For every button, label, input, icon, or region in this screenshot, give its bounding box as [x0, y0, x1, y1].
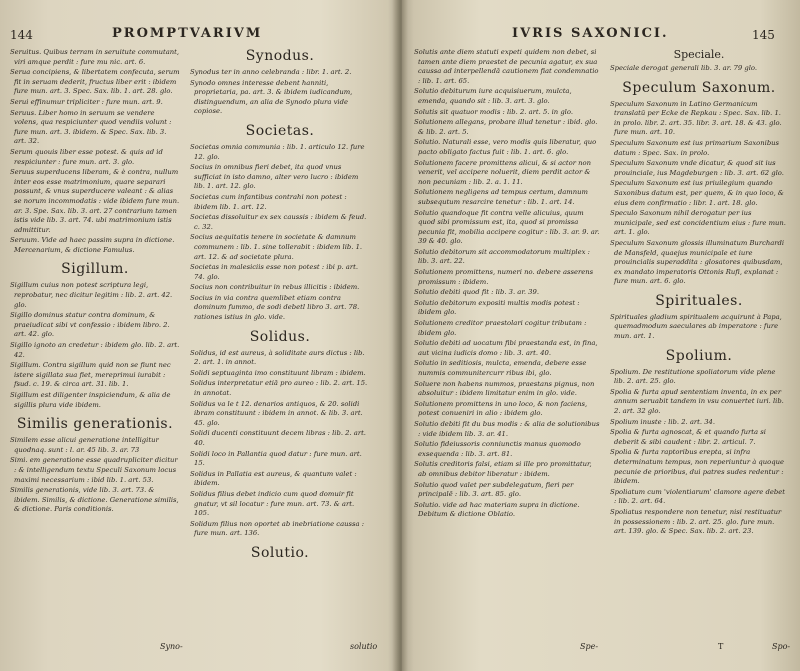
entry: Spoliatus respondere non tenetur, nisi restituatur in possessionem : lib. 2. art. 25. glo. fure mun. art. 139. glo. & Spec. Sax. lib. 2. art. 23. [610, 507, 782, 536]
entry: Societas cum infantibus contrahi non potest : ibidem lib. 1. art. 12. [190, 192, 347, 211]
entry: Societas in malesiciis esse non potest : ibi p. art. 74. glo. [190, 263, 358, 281]
entry: Solutio fideiussoris conniunctis manus quomodo exsequenda : lib. 3. art. 81. [414, 440, 581, 458]
entry: Spolium inuste : lib. 2. art. 34. [610, 417, 716, 426]
entry: Solutio in seditiosis, mulcta, emenda, debere esse nummis communitercurr ribus ibi, glo. [414, 359, 587, 377]
entry: Solutionem promittens in uno loco, & non faciens, potest conueniri in alio : ibidem glo. [414, 399, 588, 418]
right-page [402, 0, 800, 671]
entry: Solutio debitorum sit accommodatorum multiplex : lib. 3. art. 22. [414, 247, 590, 266]
heading-similis-generationis: Similis generationis. [16, 416, 174, 433]
entry: Serua concipiens, & libertatem confecuta, serum fit in seruam dederit, fructus liber erit : ibidem fure mun. art. 3. Spec. Sax. lib. 1. art. 28. glo. [10, 68, 180, 96]
entry: Solutio quandoque fit contra velle alicuius, quum quod sibi promissum est, ita, quod si promissa pecunia fit, mobilia accipere cogitur : lib. 3. ar. 9. ar. 39 & 40. glo. [414, 208, 600, 246]
entry: Spolia & furta agnoscat, & et quando furta si deberit & sibi caudent : libr. 2. articul. 7. [610, 428, 766, 446]
left-catchword-1: Syno- [160, 642, 183, 651]
entry: Solidi loco in Pallantia quod datur : fure mun. art. 15. [190, 449, 362, 468]
entry: Solidus interpretatur etiā pro aureo : lib. 2. art. 15. in annotat. [190, 379, 368, 398]
entry: Solutis creditoris falsi, etiam si ille pro promittatur, ab omnibus debitor liberatur : ibidem. [414, 460, 592, 478]
heading-speciale: Speciale. [673, 48, 725, 61]
right-col-2 [610, 48, 788, 648]
entry: Spoliatum cum 'violentiarum' clamore agere debet : lib. 2. art. 64. [610, 487, 785, 506]
entry: Solidi ducenti constituunt decem libras : lib. 2. art. 40. [190, 429, 366, 447]
right-catchword-1: Spe- [580, 642, 599, 651]
entry: Speculum Saxonum est ius priuilegium quando Saxonibus datum est, per quem, & in quo loco, & eius dem confirmatio : libr. 1. art. 18. glo. [610, 179, 784, 207]
left-catchword-2: solutio [350, 642, 378, 651]
heading-spirituales: Spirituales. [655, 292, 743, 309]
left-running-title: PROMPTVARIVM [112, 26, 263, 41]
entry: Similis generationis, vide lib. 3. art. 73. & ibidem. Similis, & dictione. Generatione similis, & dictione. Paris conditionis. [10, 486, 179, 514]
entry: Societas dissoluitur ex sex caussis : ibidem & feud. c. 32. [190, 213, 367, 231]
entry: Solutio. vide ad hac materiam supra in dictione. Debitum & dictione Oblatio. [414, 500, 580, 519]
entry: Seruus superducens liberam, & è contra, nullum inter eos esse matrimonium, quare separari possunt, & vnus superducere valeant : & alias se norum incommodatis : vide ibidem fure mun. ar. 3. Spe. Sax. lib. 3. art. 27 contrarium tamen istis vide lib. 3. art. 74. ubi matrimonium istis admittitur. [10, 168, 180, 234]
entry: Spirituales gladium spiritualem acquirunt à Papa, quemadmodum saeculares ab imperatore : fure mun. art. 1. [610, 312, 782, 341]
heading-spolium: Spolium. [665, 347, 733, 364]
entry: Solutionem negligens ad tempus certum, damnum subsequtum resarcire tenetur : lib. 1. art. 14. [414, 188, 588, 206]
right-catchword-2: Spo- [772, 642, 791, 651]
entry: Spolium. De restitutione spoliatorum vide plene lib. 2. art. 25. glo. [610, 367, 776, 386]
entry: Solutionem creditor praestolari cogitur tributam : ibidem glo. [414, 319, 587, 337]
entry: Sigillum. Contra sigillum quid non se fiunt nec istere sigillata sua fiet, mereprimui iurabit : fsud. c. 19. & circa art. 31. lib. 1. [10, 361, 171, 389]
left-page-number: 144 [10, 28, 33, 42]
entry: Synodo omnes interesse debent hanniti, proprietaria, pa. art. 3. & ibidem iudicandum, distinguendum, an alia de Synodo plura vide copiose. [190, 78, 353, 116]
heading-speculum-saxonum: Speculum Saxonum. [622, 79, 776, 96]
entry: Sigillum est diligenter inspiciendum, & alia de sigillis plura vide ibidem. [10, 391, 171, 409]
left-col-1 [10, 48, 180, 638]
entry: Solutio debiti quod fit : lib. 3. ar. 39. [414, 288, 539, 297]
entry: Speculum Saxonum est ius primarium Saxonibus datum : Spec. Sax. in prolo. [610, 138, 780, 157]
entry: Socius aequitatis tenere in societate & damnum communem : lib. 1. sine tollerabit : ibidem lib. 1. art. 12. & ad societate plura. [190, 233, 363, 261]
entry: Soluere non habens nummos, praestans pignus, non absoluitur : ibidem limitatur enim in glo. vide. [414, 379, 595, 398]
entry: Socius in via contra quemlibet etiam contra dominum fummo, de sodi debetl libro 3. art. 78. rationes istius in glo. vide. [190, 293, 360, 322]
entry: Speculum Saxonum vnde dicatur, & quod sit ius prouinciale, ius Magdeburgen : lib. 3. art. 62 glo. [610, 159, 784, 177]
heading-solutio: Solutio. [250, 544, 310, 561]
heading-synodus: Synodus. [245, 48, 315, 64]
entries-similis [10, 436, 180, 515]
entry: Simi. em generatione esse quadrupliciter dicitur : & intelligendum textu Speculi Saxonum locus maximi necessarium : ibid lib. 1. art. 53. [10, 456, 178, 484]
entry: Spolia & furta raptoribus erepta, si infra determinatum tempus, non reperiuntur à quoque pecunie de prioribus, dui patres sudes redentur : ibidem. [610, 448, 785, 486]
entry: Serum quouis liber esse potest. & quis ad id respiciunter : fure mun. art. 3. glo. [10, 147, 163, 166]
signature-mark: T [718, 642, 724, 651]
entries-sigillum [10, 281, 180, 410]
entry: Solidus va le t 12. denarios antiquos, & 20. solidi ibram constituunt : ibidem in annot. & lib. 3. art. 45. glo. [190, 399, 363, 427]
heading-solidus: Solidus. [249, 328, 311, 345]
entry: Solidus, id est aureus, à soliditate aurs dictus : lib. 2. art. 1. in annot. [190, 348, 365, 367]
entry: Speculo Saxonum nihil derogatur per ius municipale, sed est concidentium eius : fure mun. art. 1. glo. [610, 209, 786, 237]
entry: Sigillo ignoto an credetur : ibidem glo. lib. 2. art. 42. [10, 341, 180, 359]
entry: Sigillo dominus statur contra dominum, & praeiudicat sibi vt confessio : ibidem libro. 2. art. 42. glo. [10, 311, 170, 339]
entry: Socius non contribuitur in rebus illicitis : ibidem. [190, 283, 360, 292]
entry: Serui effinumur tripliciter : fure mun. art. 9. [10, 97, 163, 106]
entry: Spolia & furta apud sententiam inventa, in ex per annum seruabit tandem in vsu conuertet iuri. lib. 2. art. 32 glo. [610, 387, 784, 416]
entry: Solutio debitorum expositi multis modis potest : ibidem glo. [414, 298, 580, 317]
entry: Solidus filius debet indicio cum quod domuir fit gnatur, vt sil locatur : fure mun. art. 73. & art. 105. [190, 489, 355, 518]
right-col-1 [414, 48, 600, 638]
entry: Solutio. Naturali esse, vero modis quis liberatur, quo pacto obligato factus fuit : lib. 1. art. 6. glo. [414, 138, 597, 156]
entry: Solutis sit quatuor modis : lib. 2. art. 5. in glo. [414, 107, 573, 116]
entries-seruitus [10, 48, 180, 255]
entry: Solutionem allegans, probare illud tenetur : ibid. glo. & lib. 2. art. 5. [414, 118, 598, 136]
entry: Seruum. Vide ad haec passim supra in dictione. Mercenarium, & dictione Famulus. [10, 236, 175, 254]
entry: Synodus ter in anno celebranda : libr. 1. art. 2. [190, 68, 352, 76]
left-col-2 [190, 48, 370, 648]
entry: Sigillum cuius non potest scriptura legi, reprobatur, nec dicitur legitim : lib. 2. art. 42. glo. [10, 281, 173, 309]
entry: Similem esse alicui generatione intelligitur quodnaq. sunt : l. ar. 45 lib. 3. ar. 73 [10, 436, 159, 454]
entry: Speculum Saxonum in Latino Germanicum translatū per Ecke de Repkau : Spec. Sax. lib. 1. in prolo. libr. 2. art. 35. libr. 3. art. 18. & 43. glo. fure mun. art. 10. [610, 99, 782, 137]
entry: Solutionem promittens, numeri no. debere asserens promissum : ibidem. [414, 268, 594, 286]
entry: Solidus in Pallatia est aureus, & quantum valet : ibidem. [190, 469, 357, 488]
entry: Solutis ante diem statuti expeti quidem non debet, si tamen ante diem praestet de pecunia agatur, ex sua caussa ad interpellendā cautionem fiat condemnatio : lib. 1. art. 65. [414, 48, 599, 85]
entry: Solutio quod valet per subdelegatum, fieri per principalē : lib. 3. art. 85. glo. [414, 480, 574, 499]
entry: Speculum Saxonum glossis illuminatum Burchardi de Mansfeld, quaejus municipale et iure prouincialis superaddita : glosatores quibusdam, ex mandato imperatoris Ottonis Rufi, explanat : fure mun. art. 6. glo. [610, 238, 785, 286]
entry: Solutio debiturum iure acquisiuerum, mulcta, emenda, quando sit : lib. 3. art. 3. glo. [414, 87, 572, 105]
right-running-title: IVRIS SAXONICI. [512, 26, 669, 41]
entry: Societas omnia communia : lib. 1. articulo 12. fure 12. glo. [190, 142, 365, 161]
entry: Solutio debiti ad uocatum fibi praestanda est, in fina, aut vicina iudicis domo : lib. 3. art. 40. [414, 339, 598, 357]
entry: Solutionem facere promittens alicui, & si actor non venerit, vel accipere noluerit, diem perdit actor & non pecuniam : lib. 2. a. 1. 11. [414, 158, 592, 186]
entry: Solutio debiti fit du bus modis : & alia de solutionibus : vide ibidem lib. 3. ar. 41. [414, 419, 600, 438]
entry: Socius in omnibus fieri debet, ita quod vnus sufficiat in isto damno, alter vero lucro : ibidem lib. 1. art. 12. glo. [190, 163, 359, 191]
heading-sigillum: Sigillum. [61, 261, 129, 278]
right-page-number: 145 [752, 28, 775, 42]
entry: Seruitus. Quibus terram in seruitute commutant, viri amque perdit : fure mu nic. art. 6. [10, 48, 180, 66]
entry: Solidi septuaginta imo constituunt libram : ibidem. [190, 368, 366, 377]
entry: Solidum filius non oportet ab inebriatione caussa : fure mun. art. 136. [190, 519, 365, 538]
entry: Seruus. Liber homo in seruum se vendere volens, qua respiciunter quod vendiis volunt : fure mun. art. 3. ibidem. & Spec. Sax. lib. 3. art. 32. [10, 108, 172, 146]
right-running-head [402, 26, 800, 46]
heading-societas: Societas. [245, 122, 315, 139]
left-running-head [0, 26, 400, 46]
entry: Speciale derogat generali lib. 3. ar. 79 glo. [610, 64, 758, 72]
